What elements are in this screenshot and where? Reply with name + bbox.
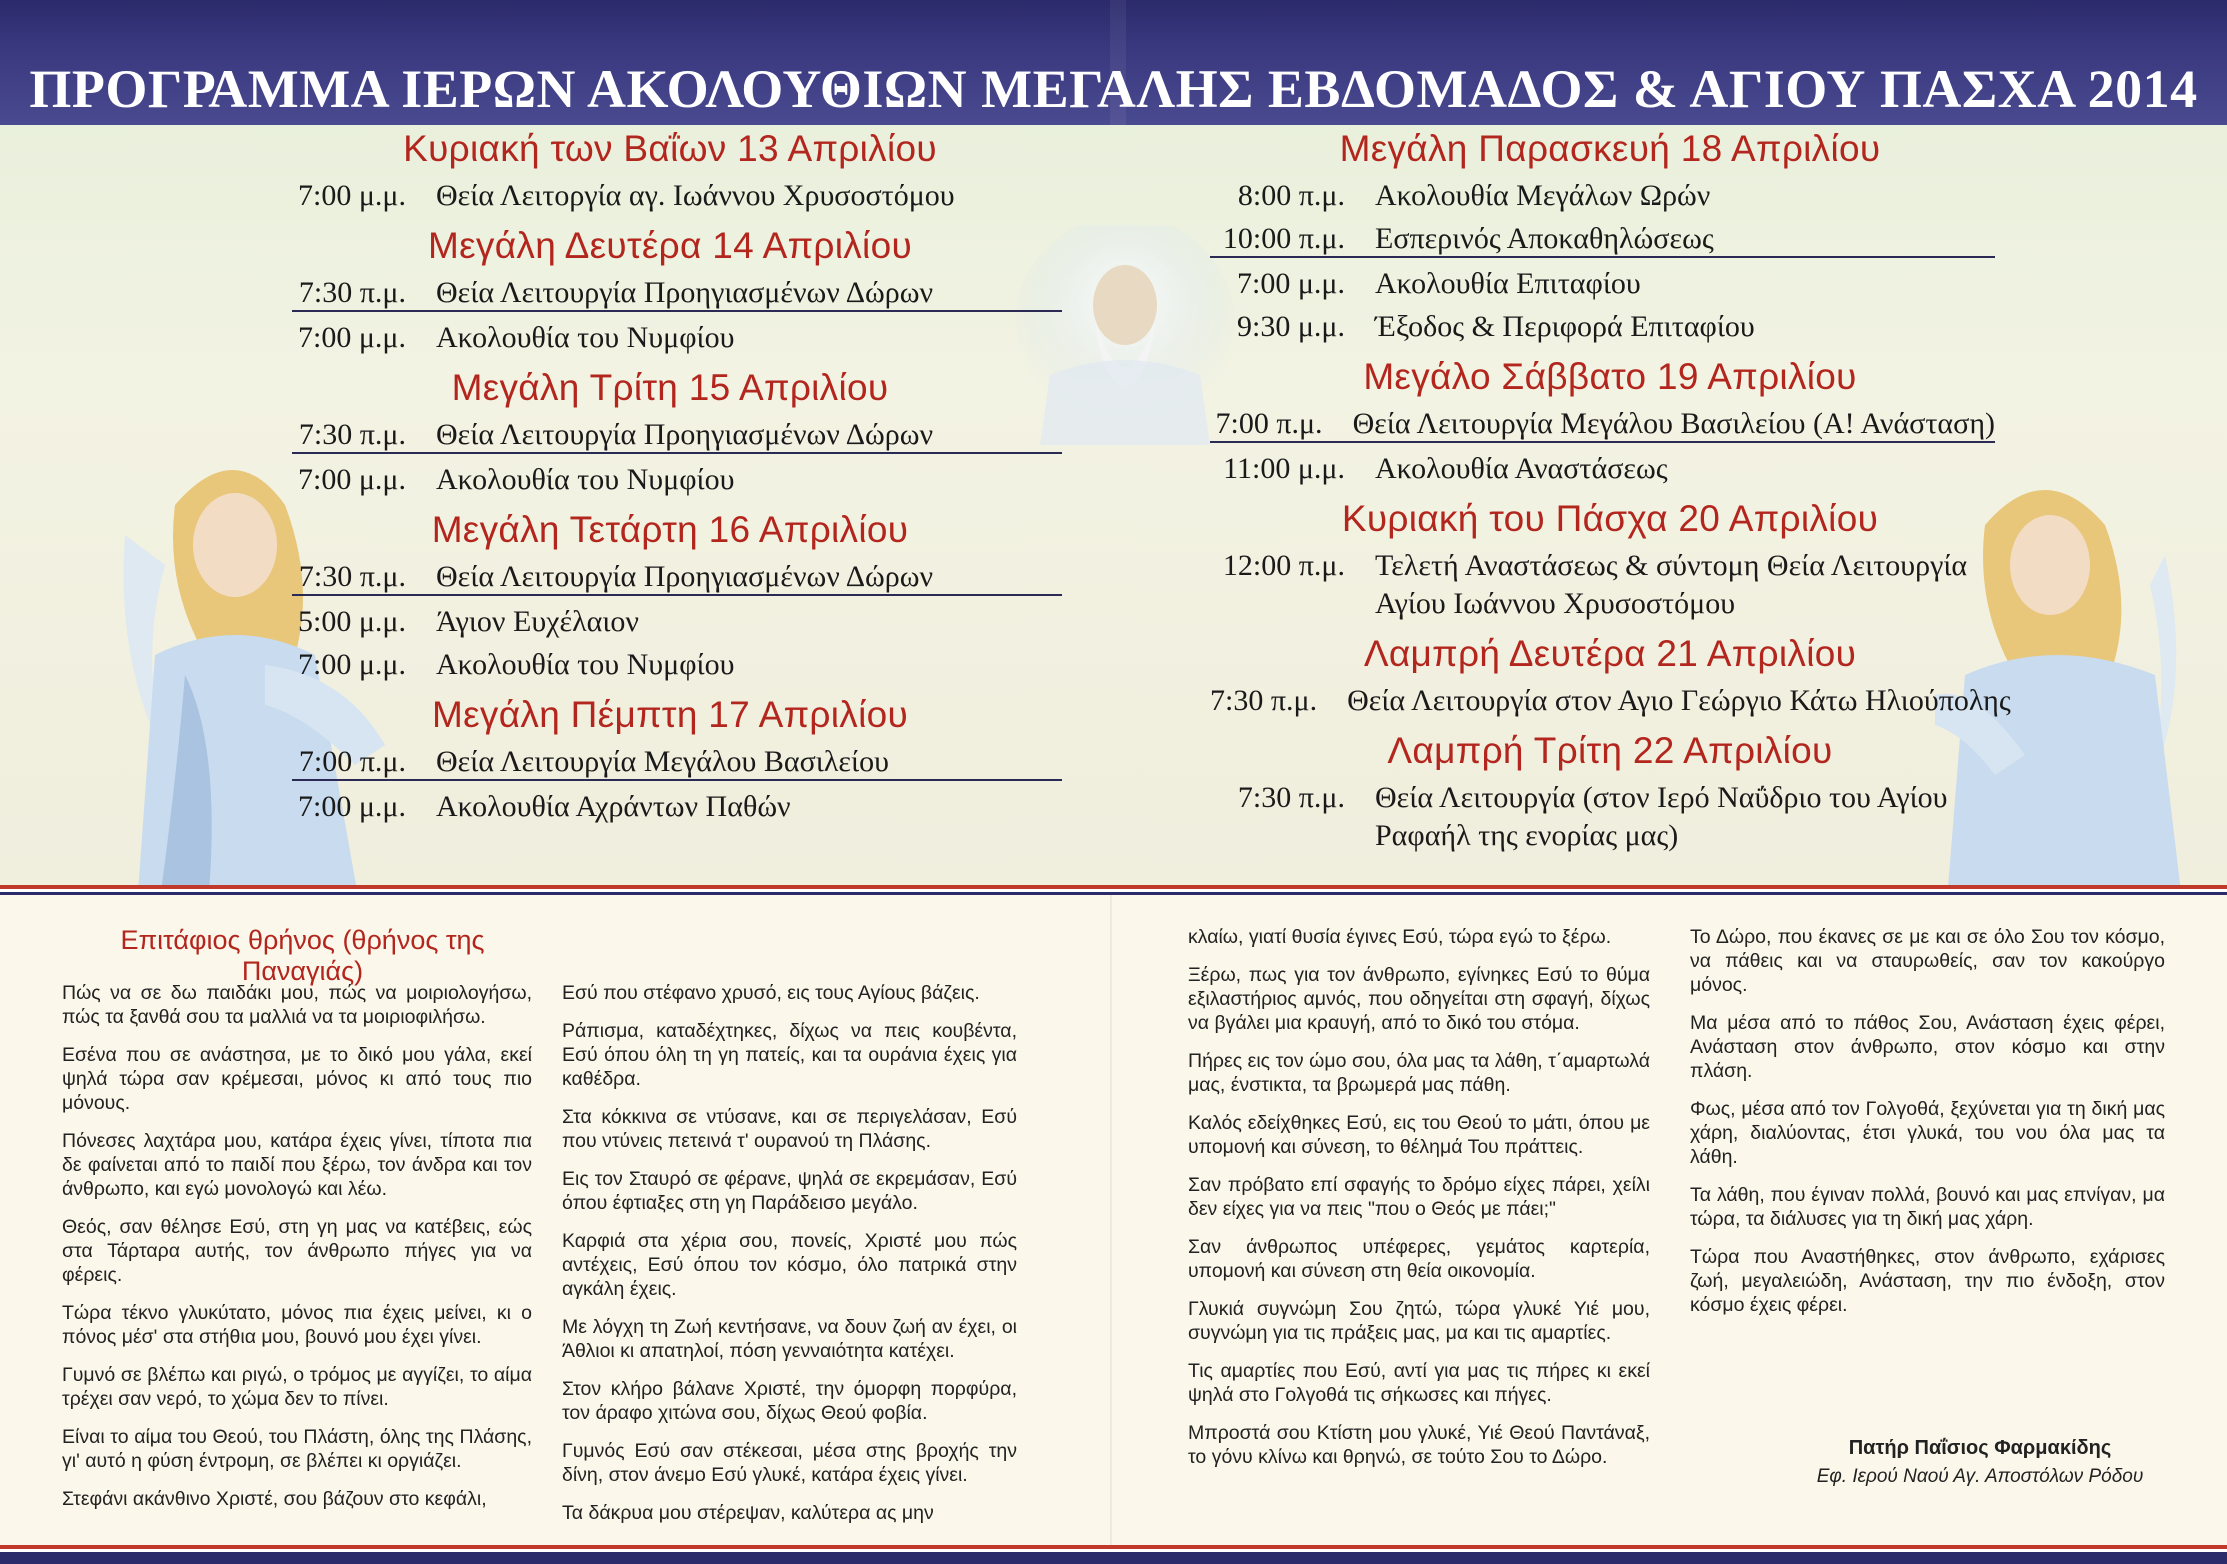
service-name: Θεία Λειτουργία (στον Ιερό Ναΰδριο του Αγίου (1375, 781, 1948, 814)
service-row (292, 454, 1060, 497)
poem-stanza: Μα μέσα από το πάθος Σου, Ανάσταση έχεις φέρει, Ανάσταση στον άνθρωπο, στον κόσμο και στην πλάση. (1690, 1012, 2165, 1082)
service-name: Θεία Λειτουργία Προηγιασμένων Δώρων (436, 276, 934, 309)
service-time: 7:00 μ.μ. (1236, 267, 1345, 300)
service-name: Ακολουθία του Νυμφίου (436, 321, 735, 354)
day-heading: Μεγάλη Πέμπτη 17 Απριλίου (432, 694, 908, 735)
poem-stanza: Ράπισμα, καταδέχτηκες, δίχως να πεις κουβέντα, Εσύ όπου όλη τη γη πατείς, και τα ουράνια έχεις για καθέδρα. (562, 1020, 1017, 1090)
poem-title: Επιτάφιος θρήνος (θρήνος της Παναγιάς) (120, 925, 485, 986)
service-name: Ακολουθία Αχράντων Παθών (436, 790, 791, 823)
schedule-right-column (1210, 128, 2010, 853)
service-time: 12:00 π.μ. (1222, 549, 1345, 582)
day-heading: Μεγάλη Δευτέρα 14 Απριλίου (428, 225, 912, 266)
poem-stanza: Τα δάκρυα μου στέρεψαν, καλύτερα ας μην (562, 1502, 934, 1524)
service-row (292, 551, 1062, 596)
service-name: Εσπερινός Αποκαθηλώσεως (1375, 222, 1714, 255)
service-row (1210, 675, 2010, 718)
poem-stanza: Σαν άνθρωπος υπέφερες, γεμάτος καρτερία, υπομονή και σύνεση στη θεία οικονομία. (1188, 1236, 1650, 1282)
poem-stanza: Γυμνός Εσύ σαν στέκεσαι, μέσα στης βροχής την δίνη, στον άνεμο Εσύ γλυκέ, κατάρα έχεις γίνει. (562, 1440, 1017, 1486)
poem-stanza: Καλός εδείχθηκες Εσύ, εις του Θεού το μάτι, όπου με υπομονή και σύνεση, το θέλημά Του πράττεις. (1188, 1112, 1650, 1158)
poem-stanza: κλαίω, γιατί θυσία έγινες Εσύ, τώρα εγώ το ξέρω. (1188, 926, 1612, 948)
service-time: 7:30 π.μ. (298, 418, 406, 451)
service-row-continued (1210, 815, 2010, 853)
day-heading: Μεγάλη Παρασκευή 18 Απριλίου (1339, 128, 1881, 169)
service-row (292, 409, 1062, 454)
poem-column-4 (1690, 925, 2165, 1331)
service-row (1210, 772, 2010, 815)
poem-column-1 (62, 981, 532, 1525)
service-time: 7:00 μ.μ. (297, 463, 406, 496)
service-time: 7:00 μ.μ. (297, 179, 406, 212)
day-heading: Λαμπρή Δευτέρα 21 Απριλίου (1363, 633, 1857, 674)
day-heading: Λαμπρή Τρίτη 22 Απριλίου (1387, 730, 1833, 771)
bottom-stripe-blue (0, 1552, 2227, 1564)
poem-stanza: Καρφιά στα χέρια σου, πονείς, Χριστέ μου πώς αντέχεις, Εσύ όπου τον κόσμο, όλο πατρικά στην αγκάλη έχεις. (562, 1230, 1017, 1300)
poem-stanza: Εσένα που σε ανάστησα, με το δικό μου γάλα, εκεί ψηλά τώρα σαν κρέμεσαι, μόνος κι από τους πιο μόνους. (62, 1044, 532, 1114)
poem-stanza: Τώρα τέκνο γλυκύτατο, μόνος πια έχεις μείνει, κι ο πόνος μέσ' στα στήθια μου, βουνό μου έχει γίνει. (62, 1302, 532, 1348)
poem-stanza: Τα λάθη, που έγιναν πολλά, βουνό και μας επνίγαν, μα τώρα, τα διάλυσες για τη δική μας χάρη. (1690, 1184, 2165, 1230)
poem-stanza: Εσύ που στέφανο χρυσό, εις τους Αγίους βάζεις. (562, 982, 980, 1004)
service-time: 7:30 π.μ. (298, 276, 406, 309)
day-heading: Κυριακή του Πάσχα 20 Απριλίου (1341, 498, 1879, 539)
poem-stanza: Στεφάνι ακάνθινο Χριστέ, σου βάζουν στο κεφάλι, (62, 1488, 487, 1510)
service-time: 10:00 π.μ. (1222, 222, 1345, 255)
poem-stanza: Πήρες εις τον ώμο σου, όλα μας τα λάθη, τ΄αμαρτωλά μας, ένστικτα, τα βρωμερά μας πάθη. (1188, 1050, 1650, 1096)
day-heading: Κυριακή των Βαΐων 13 Απριλίου (403, 128, 937, 169)
service-time: 7:00 μ.μ. (297, 321, 406, 354)
service-row (1210, 170, 2010, 213)
service-name: Θεία Λειτουργία Προηγιασμένων Δώρων (436, 560, 934, 593)
poem-stanza: Είναι το αίμα του Θεού, του Πλάστη, όλης της Πλάσης, γι' αυτό η φύση έντρομη, σε βλέπει κι οργιάζει. (62, 1426, 532, 1472)
service-time: 5:00 μ.μ. (297, 605, 406, 638)
poem-stanza: Γυμνό σε βλέπω και ριγώ, ο τρόμος με αγγίζει, το αίμα τρέχει σαν νερό, το χώμα δεν το πίνει. (62, 1364, 532, 1410)
service-row (1210, 258, 2010, 301)
poem-stanza: Φως, μέσα από τον Γολγοθά, ξεχύνεται για τη δική μας χάρη, διαλύοντας, έτσι γλυκά, του νου όλα μας τα λάθη. (1690, 1098, 2165, 1168)
service-name: Αγίου Ιωάννου Χρυσοστόμου (1375, 587, 1736, 620)
poem-stanza: Θεός, σαν θέλησε Εσύ, στη γη μας να κατέβεις, εώς στα Τάρταρα αυτής, τον άνθρωπο πήγες για να φέρεις. (62, 1216, 532, 1286)
poem-stanza: Μπροστά σου Κτίστη μου γλυκέ, Υιέ Θεού Παντάναξ, το γόνυ κλίνω και θρηνώ, σε τούτο Σου το Δώρο. (1188, 1422, 1650, 1468)
service-name: Ραφαήλ της ενορίας μας) (1375, 819, 1679, 852)
poem-stanza: Πόνεσες λαχτάρα μου, κατάρα έχεις γίνει, τίποτα πια δε φαίνεται από το παιδί που ξέρω, τον άνδρα και τον άνθρωπο, και εγώ μονολογώ και λέω. (62, 1130, 532, 1200)
service-name: Θεία Λειτουργία Μεγάλου Βασιλείου (Α! Ανάσταση) (1352, 407, 1995, 440)
service-time: 7:30 π.μ. (1237, 781, 1345, 814)
poem-stanza: Γλυκιά συγνώμη Σου ζητώ, τώρα γλυκέ Υιέ μου, συγνώμη για τις πράξεις μας, μα και τις αμαρτίες. (1188, 1298, 1650, 1344)
service-time: 8:00 π.μ. (1237, 179, 1345, 212)
service-row (1210, 213, 1995, 258)
service-row (292, 736, 1062, 781)
service-name: Θεία Λειτουργία στον Αγιο Γεώργιο Κάτω Ηλιούπολης (1347, 684, 2011, 717)
poem-stanza: Σαν πρόβατο επί σφαγής το δρόμο είχες πάρει, χείλι δεν είχες για να πεις "που ο Θεός με πάει;" (1188, 1174, 1650, 1220)
poem-stanza: Πώς να σε δω παιδάκι μου, πώς να μοιριολογήσω, πώς τα ξανθά σου τα μαλλιά να τα μοιριοφιλήσω. (62, 982, 532, 1028)
poem-stanza: Στον κλήρο βάλανε Χριστέ, την όμορφη πορφύρα, τον άραφο χιτώνα σου, δίχως Θεού φοβία. (562, 1378, 1017, 1424)
service-name: Τελετή Αναστάσεως & σύντομη Θεία Λειτουργία (1375, 549, 1968, 582)
service-name: Ακολουθία Επιταφίου (1375, 267, 1641, 300)
signature-role: Εφ. Ιερού Ναού Αγ. Αποστόλων Ρόδου (1816, 1466, 2144, 1487)
service-row (292, 781, 1060, 824)
service-name: Ακολουθία του Νυμφίου (436, 648, 735, 681)
service-time: 7:00 μ.μ. (297, 648, 406, 681)
service-time: 7:30 π.μ. (1210, 684, 1318, 717)
service-name: Ακολουθία Αναστάσεως (1375, 452, 1668, 485)
service-time: 11:00 μ.μ. (1223, 452, 1345, 485)
poem-stanza: Στα κόκκινα σε ντύσανε, και σε περιγελάσαν, Εσύ που ντύνεις πετεινά τ' ουρανού τη Πλάσης. (562, 1106, 1017, 1152)
service-name: Θεία Λειτοργία αγ. Ιωάννου Χρυσοστόμου (436, 179, 955, 212)
schedule-left-column (280, 128, 1060, 824)
fold-line (1110, 895, 1112, 1545)
poem-stanza: Ξέρω, πως για τον άνθρωπο, εγίνηκες Εσύ το θύμα εξιλαστήριος αμνός, που οδηγείται στη σφαγή, δίχως να βγάλει μια κραυγή, από το δικό του στόμα. (1188, 964, 1650, 1034)
service-name: Ακολουθία Μεγάλων Ωρών (1375, 179, 1711, 212)
service-row (292, 639, 1060, 682)
poem-column-3 (1188, 925, 1650, 1483)
poem-column-2 (562, 981, 1017, 1539)
service-row (1210, 301, 2010, 344)
poem-stanza: Το Δώρο, που έκανες σε με και σε όλο Σου τον κόσμο, να πάθεις και να σταυρωθείς, σαν τον κακούργο μόνος. (1690, 926, 2165, 996)
service-row (292, 267, 1062, 312)
service-name: Έξοδος & Περιφορά Επιταφίου (1375, 310, 1755, 343)
service-row (1210, 443, 2010, 486)
service-time: 7:00 π.μ. (298, 745, 406, 778)
service-name: Ακολουθία του Νυμφίου (436, 463, 735, 496)
day-heading: Μεγάλο Σάββατο 19 Απριλίου (1363, 356, 1857, 397)
service-name: Άγιον Ευχέλαιον (436, 605, 639, 638)
service-time: 7:30 π.μ. (298, 560, 406, 593)
page-title: ΠΡΟΓΡΑΜΜΑ ΙΕΡΩΝ ΑΚΟΛΟΥΘΙΩΝ ΜΕΓΑΛΗΣ ΕΒΔΟΜΑΔΟΣ & ΑΓΙΟΥ ΠΑΣΧΑ 2014 (29, 59, 2198, 119)
service-time: 7:00 π.μ. (1215, 407, 1323, 440)
service-row (1210, 398, 1995, 443)
poem-stanza: Τώρα που Αναστήθηκες, στον άνθρωπο, εχάρισες ζωή, μεγαλειώδη, Ανάσταση, την πιο ένδοξη, στον κόσμο έχεις φέρει. (1690, 1246, 2165, 1316)
service-row (292, 312, 1060, 355)
poem-section (0, 895, 2227, 1545)
poem-stanza: Με λόγχη τη Ζωή κεντήσανε, να δουν ζωή αν έχει, οι Άθλιοι κι απατηλοί, πόση γενναιότητα κατέχει. (562, 1316, 1017, 1362)
schedule-section (0, 125, 2227, 885)
service-row-continued (1210, 583, 2010, 621)
service-row (292, 170, 1060, 213)
signature-block (1770, 1437, 2190, 1488)
day-heading: Μεγάλη Τρίτη 15 Απριλίου (451, 367, 889, 408)
service-row (1210, 540, 2010, 583)
day-heading: Μεγάλη Τετάρτη 16 Απριλίου (431, 509, 909, 550)
service-row (292, 596, 1060, 639)
service-name: Θεία Λειτουργία Μεγάλου Βασιλείου (436, 745, 889, 778)
signature-name: Πατήρ Παΐσιος Φαρμακίδης (1848, 1437, 2112, 1459)
service-name: Θεία Λειτουργία Προηγιασμένων Δώρων (436, 418, 934, 451)
poem-stanza: Τις αμαρτίες που Εσύ, αντί για μας τις πήρες κι εκεί ψηλά στο Γολγοθά τις σήκωσες και πήγες. (1188, 1360, 1650, 1406)
service-time: 9:30 μ.μ. (1236, 310, 1345, 343)
service-time: 7:00 μ.μ. (297, 790, 406, 823)
bottom-border (0, 1545, 2227, 1564)
poem-stanza: Εις τον Σταυρό σε φέρανε, ψηλά σε εκρεμάσαν, Εσύ όπου έφτιαξες στη γη Παράδεισο μεγάλο. (562, 1168, 1017, 1214)
